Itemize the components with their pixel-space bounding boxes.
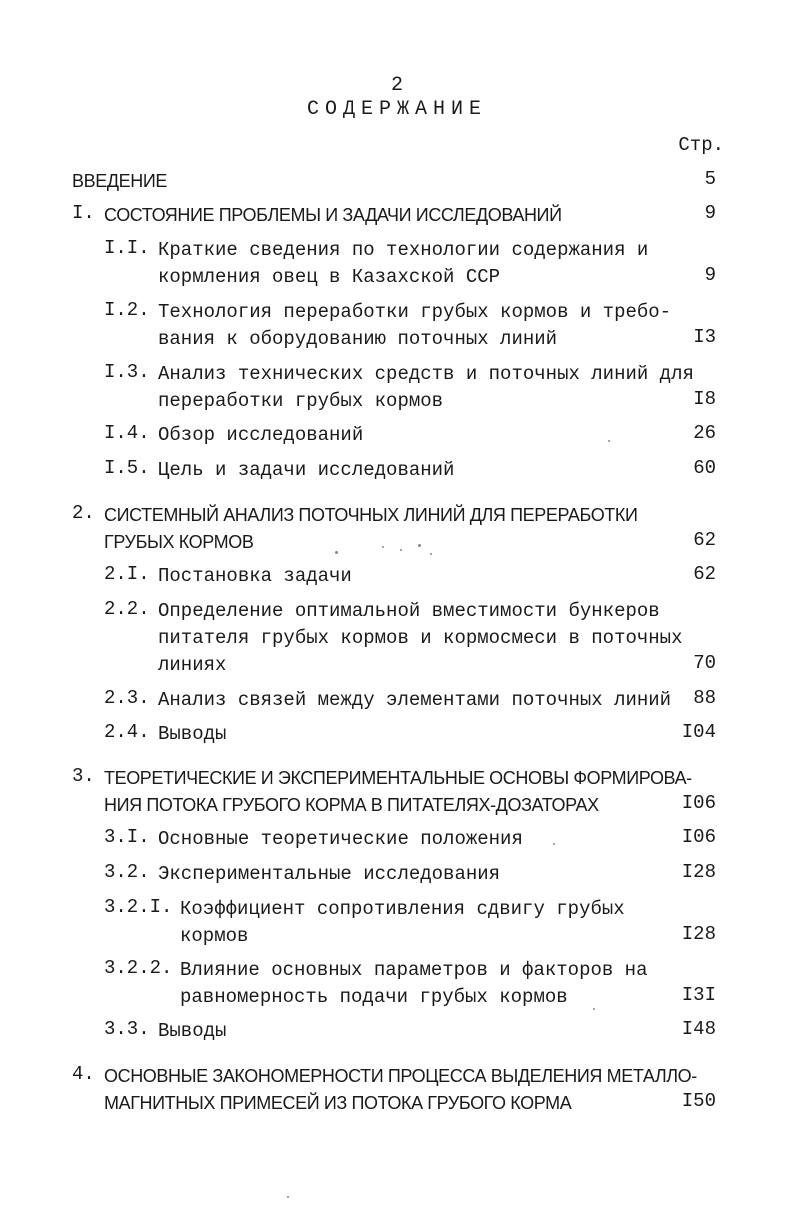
toc-entry-title: [104, 765, 692, 819]
scan-speck: [400, 549, 402, 551]
toc-entry-number: I.5.: [104, 457, 150, 479]
toc-entry-page: 9: [704, 202, 716, 224]
toc-entry-page: 26: [693, 422, 716, 444]
scan-speck: [335, 551, 338, 554]
toc-entry-page: 62: [693, 529, 716, 551]
toc-entry-title-line: Постановка задачи: [158, 565, 352, 587]
toc-entry-number: 3.: [72, 765, 95, 787]
toc-entry-title-line: СОСТОЯНИЕ ПРОБЛЕМЫ И ЗАДАЧИ ИССЛЕДОВАНИЙ: [104, 205, 562, 225]
toc-entry-title-line: линиях: [158, 654, 227, 676]
toc-entry-number: 3.3.: [104, 1018, 150, 1040]
toc-entry-number: I.: [72, 202, 95, 224]
toc-entry-title: [158, 457, 454, 484]
toc-entry-title: [158, 687, 671, 714]
toc-entry-number: 2.: [72, 502, 95, 524]
toc-entry-page: I50: [681, 1090, 716, 1112]
toc-entry-title-line: Определение оптимальной вместимости бункеров: [158, 600, 660, 622]
toc-entry-title-line: Выводы: [158, 723, 227, 745]
toc-entry-title: [104, 202, 562, 229]
toc-entry-title: [158, 299, 671, 353]
toc-entry-title-line: Краткие сведения по технологии содержания и: [158, 239, 649, 261]
toc-entry-page: I28: [681, 861, 716, 883]
toc-entry-title-line: Влияние основных параметров и факторов на: [180, 959, 648, 981]
toc-entry-number: I.4.: [104, 422, 150, 444]
toc-entry-title-line: ВВЕДЕНИЕ: [72, 171, 167, 191]
scan-speck: [593, 1008, 595, 1010]
toc-entry-title: [158, 422, 363, 449]
toc-entry-page: 5: [704, 168, 716, 190]
toc-entry-title-line: Анализ связей между элементами поточных линий: [158, 689, 672, 711]
toc-entry-number: 2.3.: [104, 687, 150, 709]
toc-entry-page: 9: [704, 264, 716, 286]
toc-entry-title-line: Основные теоретические положения: [158, 828, 523, 850]
toc-entry-number: I.3.: [104, 361, 150, 383]
scan-speck: [553, 843, 555, 845]
toc-entry-title: [104, 1063, 697, 1117]
toc-entry-page: 60: [693, 457, 716, 479]
toc-entry-number: 2.4.: [104, 721, 150, 743]
toc-entry-title: [158, 826, 523, 853]
toc-entry-title: [158, 563, 352, 590]
toc-entry-title: [180, 896, 625, 950]
toc-entry-title-line: МАГНИТНЫХ ПРИМЕСЕЙ ИЗ ПОТОКА ГРУБОГО КОРМА: [104, 1093, 572, 1113]
scan-speck: [608, 440, 610, 442]
toc-entry-number: 2.I.: [104, 563, 150, 585]
toc-entry-title-line: Анализ технических средств и поточных линий для: [158, 363, 694, 385]
toc-entry-title-line: Технология переработки грубых кормов и требо-: [158, 301, 672, 323]
toc-entry-page: I06: [681, 792, 716, 814]
toc-entry-number: 3.2.2.: [104, 957, 173, 979]
toc-entry-page: I04: [681, 721, 716, 743]
toc-entry-title: [72, 168, 167, 195]
toc-entry-title-line: Экспериментальные исследования: [158, 863, 501, 885]
scan-speck: [287, 1196, 289, 1198]
toc-entry-title-line: ГРУБЫХ КОРМОВ: [104, 532, 254, 552]
toc-entry-number: 2.2.: [104, 598, 150, 620]
toc-entry-title-line: ТЕОРЕТИЧЕСКИЕ И ЭКСПЕРИМЕНТАЛЬНЫЕ ОСНОВЫ ФОРМИРОВА-: [104, 768, 692, 788]
toc-entry-title: [158, 237, 648, 291]
toc-entry-title-line: вания к оборудованию поточных линий: [158, 328, 558, 350]
toc-entry-page: 62: [693, 563, 716, 585]
toc-entry-number: 3.I.: [104, 826, 150, 848]
toc-entry-page: I8: [693, 388, 716, 410]
toc-entry-title: [158, 721, 226, 748]
page-column-label: Стр.: [678, 134, 724, 156]
toc-entry-title-line: равномерность подачи грубых кормов: [180, 986, 568, 1008]
scan-speck: [382, 546, 384, 548]
toc-entry-title: [158, 598, 683, 679]
toc-entry-number: I.I.: [104, 237, 150, 259]
toc-entry-title-line: Цель и задачи исследований: [158, 459, 455, 481]
toc-entry-title-line: кормления овец в Казахской ССР: [158, 266, 501, 288]
toc-entry-title: [158, 1018, 226, 1045]
page-number: 2: [390, 74, 403, 97]
page-title: СОДЕРЖАНИЕ: [306, 98, 488, 121]
toc-entry-page: I06: [681, 826, 716, 848]
toc-entry-number: 3.2.I.: [104, 896, 173, 918]
toc-entry-title-line: Выводы: [158, 1020, 227, 1042]
toc-entry-title-line: НИЯ ПОТОКА ГРУБОГО КОРМА В ПИТАТЕЛЯХ-ДОЗАТОРАХ: [104, 795, 599, 815]
toc-entry-title-line: ОСНОВНЫЕ ЗАКОНОМЕРНОСТИ ПРОЦЕССА ВЫДЕЛЕНИЯ МЕТАЛЛО-: [104, 1066, 697, 1086]
toc-entry-page: I3: [693, 326, 716, 348]
toc-entry-title: [180, 957, 647, 1011]
toc-entry-page: I3I: [681, 984, 716, 1006]
toc-entry-page: 70: [693, 652, 716, 674]
toc-entry-title-line: питателя грубых кормов и кормосмеси в поточных: [158, 627, 683, 649]
toc-entry-title-line: переработки грубых кормов: [158, 390, 444, 412]
toc-entry-number: 3.2.: [104, 861, 150, 883]
toc-entry-title: [158, 861, 500, 888]
toc-entry-title-line: Коэффициент сопротивления сдвигу грубых: [180, 898, 625, 920]
toc-entry-title-line: кормов: [180, 925, 249, 947]
toc-entry-title: [158, 361, 694, 415]
toc-entry-number: I.2.: [104, 299, 150, 321]
scan-speck: [430, 553, 432, 555]
toc-entry-title-line: СИСТЕМНЫЙ АНАЛИЗ ПОТОЧНЫХ ЛИНИЙ ДЛЯ ПЕРЕРАБОТКИ: [104, 505, 638, 525]
toc-entry-page: I48: [681, 1018, 716, 1040]
toc-entry-title-line: Обзор исследований: [158, 424, 364, 446]
toc-entry-page: 88: [693, 687, 716, 709]
toc-entry-title: [104, 502, 638, 556]
toc-entry-page: I28: [681, 923, 716, 945]
toc-entry-number: 4.: [72, 1063, 95, 1085]
scan-speck: [418, 544, 421, 547]
